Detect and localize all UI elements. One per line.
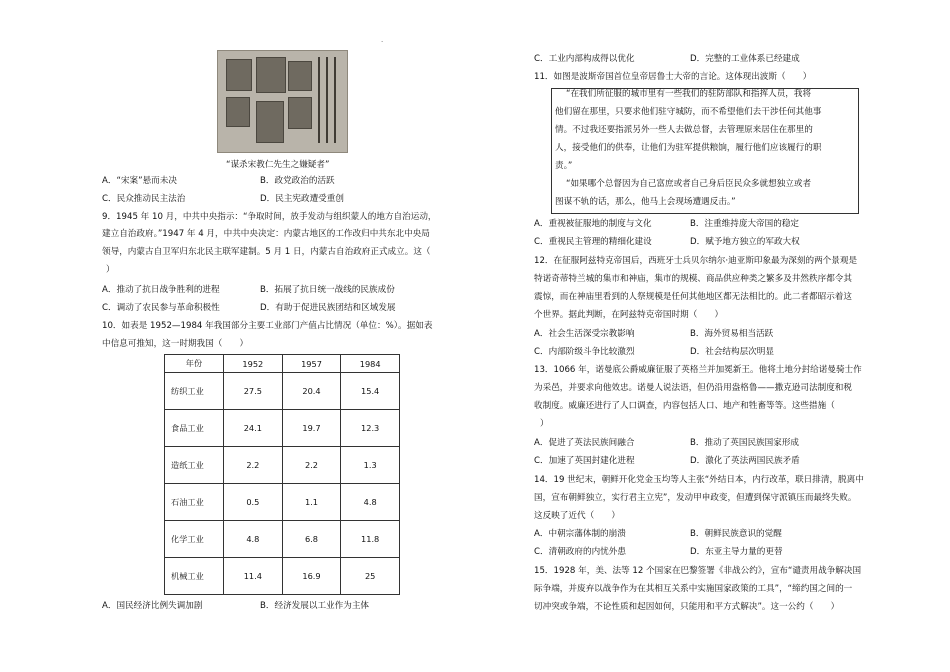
q13-text-4: ）	[540, 419, 549, 429]
q10-option-c: C．工业内部构成得以优化	[534, 54, 635, 64]
q14-text-3: 这反映了近代（ ）	[534, 511, 620, 521]
table-row	[165, 484, 400, 521]
table-cell: 15.4	[341, 373, 400, 410]
q14-option-b: B．朝鲜民族意识的觉醒	[690, 529, 782, 539]
table-header-row	[165, 355, 400, 373]
q10-option-b: B．经济发展以工业作为主体	[260, 601, 370, 611]
q12-text-4: 个世界。据此判断，在阿兹特克帝国时期（ ）	[534, 310, 724, 320]
q11-option-c: C．重视民主管理的精细化建设	[534, 237, 652, 247]
q11-option-b: B．注重维持庞大帝国的稳定	[690, 219, 800, 229]
q9-option-a: A．推动了抗日战争胜利的进程	[102, 285, 220, 295]
q12-text-2: 特诺奇蒂特兰城的集市和神庙，集市的规模、商品供应种类之繁多及井然秩序都令其	[534, 274, 852, 284]
q11-text: 11．如图是波斯帝国首位皇帝居鲁士大帝的言论。这体现出波斯（ ）	[534, 72, 812, 82]
q10-option-a: A．国民经济比例失调加剧	[102, 601, 203, 611]
q12-text-3: 震惊，而在神庙里看到的人祭规模是任何其他地区都无法相比的。此二者都昭示着这	[534, 292, 852, 302]
table-cell: 1.1	[282, 484, 341, 521]
q13-option-a: A．促进了英法民族间融合	[534, 438, 635, 448]
q13-option-c: C．加速了英国封建化进程	[534, 456, 635, 466]
table-cell: 16.9	[282, 558, 341, 595]
quote-line: “如果哪个总督因为自己富庶或者自己身后臣民众多就想独立或者	[566, 179, 812, 189]
q12-option-b: B．海外贸易相当活跃	[690, 329, 774, 339]
q8-option-c: C．民众推动民主法治	[102, 194, 186, 204]
q9-text-2: 建立自治政府。”1947 年 4 月，中共中央决定：内蒙古地区的工作改归中共东北中央局	[102, 229, 430, 239]
table-cell: 造纸工业	[165, 447, 224, 484]
q8-option-d: D．民主宪政遭受重创	[260, 194, 344, 204]
table-row	[165, 373, 400, 410]
table-cell: 2.2	[282, 447, 341, 484]
q13-option-d: D．激化了英法两国民族矛盾	[690, 456, 800, 466]
table-cell: 食品工业	[165, 410, 224, 447]
historical-photo-figure	[217, 50, 348, 153]
table-row	[165, 447, 400, 484]
table-cell: 27.5	[224, 373, 283, 410]
table-cell: 11.4	[224, 558, 283, 595]
q12-text-1: 12．在征服阿兹特克帝国后，西班牙士兵贝尔纳尔·迪亚斯印象最为深刻的两个景观是	[534, 256, 858, 266]
table-cell: 24.1	[224, 410, 283, 447]
q10-text-2: 中信息可推知，这一时期我国（ ）	[102, 339, 249, 349]
q8-option-a: A．“宋案”悬而未决	[102, 176, 177, 186]
industry-output-table	[164, 354, 400, 595]
table-cell: 化学工业	[165, 521, 224, 558]
q12-option-d: D．社会结构层次明显	[690, 347, 774, 357]
q13-text-1: 13．1066 年，诺曼底公爵威廉征服了英格兰并加冕新王。他将土地分封给诺曼骑士作	[534, 365, 862, 375]
table-cell: 11.8	[341, 521, 400, 558]
q10-option-d: D．完整的工业体系已经建成	[690, 54, 800, 64]
quote-line: 情。不过我还要指派另外一些人去做总督，去管理原来居住在那里的	[555, 125, 813, 135]
table-cell: 20.4	[282, 373, 341, 410]
q15-text-2: 际争端，并废弃以战争作为在其相互关系中实施国家政策的工具”，“缔约国之间的一	[534, 584, 853, 594]
q13-text-2: 为采邑，并要求向他效忠。诺曼人说法语，但仍沿用盎格鲁——撒克逊司法制度和税	[534, 383, 852, 393]
quote-line: 责。”	[555, 161, 573, 171]
q9-option-d: D．有助于促进民族团结和区域发展	[260, 303, 396, 313]
table-row	[165, 521, 400, 558]
table-cell: 2.2	[224, 447, 283, 484]
table-cell: 纺织工业	[165, 373, 224, 410]
table-cell: 0.5	[224, 484, 283, 521]
table-header: 年份	[165, 355, 224, 373]
photo-caption: “谋杀宋教仁先生之嫌疑者”	[226, 160, 330, 170]
table-row	[165, 410, 400, 447]
quote-line: 他们留在那里，只要求他们驻守城防，而不希望他们去干涉任何其他事	[555, 107, 822, 117]
q10-text-1: 10．如表是 1952—1984 年我国部分主要工业部门产值占比情况（单位：%）。据如表	[102, 321, 433, 331]
table-cell: 25	[341, 558, 400, 595]
q11-option-d: D．赋予地方独立的军政大权	[690, 237, 800, 247]
table-cell: 机械工业	[165, 558, 224, 595]
q12-option-a: A．社会生活深受宗教影响	[534, 329, 635, 339]
q14-text-2: 国，宣布朝鲜独立，实行君主立宪”，发动甲申政变，但遭到保守派镇压而最终失败。	[534, 493, 857, 503]
table-cell: 12.3	[341, 410, 400, 447]
q11-option-a: A．重视被征服地的制度与文化	[534, 219, 652, 229]
table-header: 1957	[282, 355, 341, 373]
quote-line: 人，接受他们的供奉，让他们为驻军提供粮饷，履行他们应该履行的职	[555, 143, 822, 153]
q15-text-1: 15．1928 年，美、法等 12 个国家在巴黎签署《非战公约》，宣布“谴责用战争解决国	[534, 566, 862, 576]
table-cell: 石油工业	[165, 484, 224, 521]
q14-option-a: A．中朝宗藩体制的崩溃	[534, 529, 626, 539]
quote-line: “在我们所征服的城市里有一些我们的驻防部队和指挥人员，我将	[566, 89, 812, 99]
table-cell: 1.3	[341, 447, 400, 484]
table-row	[165, 558, 400, 595]
table-cell: 19.7	[282, 410, 341, 447]
q9-option-b: B．拓展了抗日统一战线的民族成份	[260, 285, 395, 295]
table-cell: 6.8	[282, 521, 341, 558]
q9-text-3: 领导，内蒙古自卫军归东北民主联军建制。5 月 1 日，内蒙古自治政府正式成立。这（	[102, 247, 431, 257]
q13-text-3: 收制度。威廉还进行了人口调查，内容包括人口、地产和牲畜等等。这些措施（	[534, 401, 835, 411]
q8-option-b: B．政党政治的活跃	[260, 176, 335, 186]
q14-text-1: 14．19 世纪末，朝鲜开化党金玉均等人主张“外结日本，内行改革，联日排清，脱离中	[534, 475, 864, 485]
q13-option-b: B．推动了英国民族国家形成	[690, 438, 800, 448]
table-cell: 4.8	[224, 521, 283, 558]
q9-text-1: 9．1945 年 10 月，中共中央指示：“争取时间，放手发动与组织蒙人的地方自治运动，	[102, 212, 437, 222]
q12-option-c: C．内部阶级斗争比较激烈	[534, 347, 635, 357]
q9-text-4: ）	[106, 265, 115, 275]
q14-option-d: D．东亚主导力量的更替	[690, 547, 783, 557]
table-header: 1952	[224, 355, 283, 373]
page-mark: ·	[381, 38, 384, 46]
table-cell: 4.8	[341, 484, 400, 521]
quote-line: 图谋不轨的话，那么，他马上会现场遭遇反击。”	[555, 197, 736, 207]
table-header: 1984	[341, 355, 400, 373]
q14-option-c: C．清朝政府的内忧外患	[534, 547, 626, 557]
q9-option-c: C．调动了农民参与革命积极性	[102, 303, 220, 313]
q15-text-3: 切冲突或争端，不论性质和起因如何，只能用和平方式解决”。这一公约（ ）	[534, 602, 840, 612]
